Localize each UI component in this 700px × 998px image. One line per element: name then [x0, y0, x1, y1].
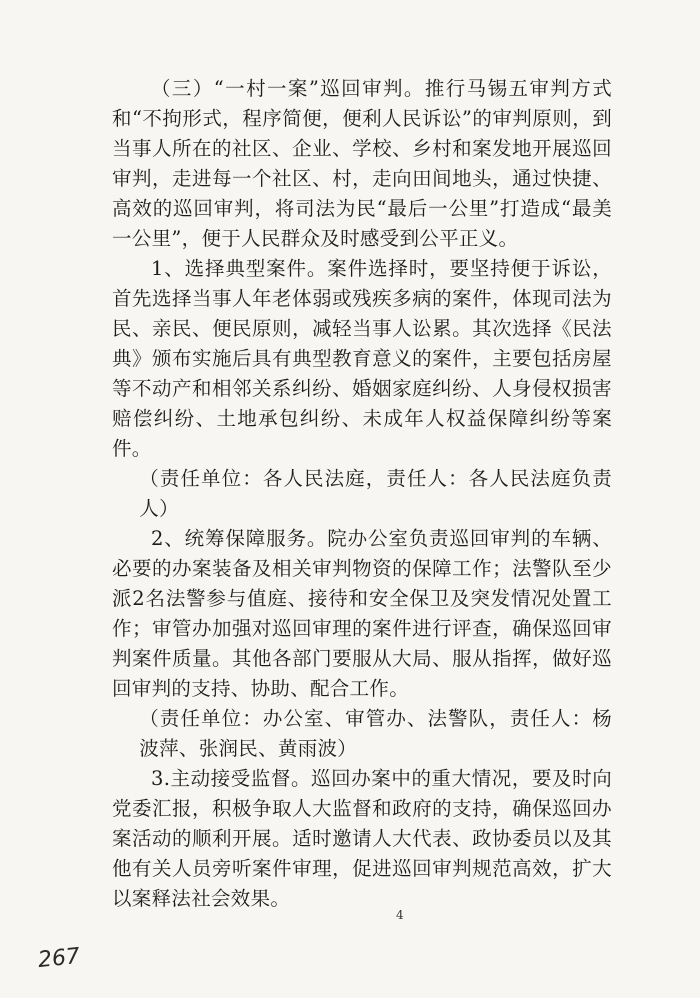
item-one-responsibility: （责任单位：各人民法庭，责任人：各人民法庭负责人） [139, 467, 612, 520]
section-three-paragraph: （三）“一村一案”巡回审判。推行马锡五审判方式和“不拘形式，程序简便，便利人民诉讼”的审判原则，到当事人所在的社区、企业、学校、乡村和案发地开展巡回审判，走进每一个社区、村，走向田间地头，通过快捷、高效的巡回审判，将司法为民“最后一公里”打造成“最美一公里”，便于人民群众及时感受到公平正义。 [112, 77, 612, 250]
item-one-paragraph: 1、选择典型案件。案件选择时，要坚持便于诉讼，首先选择当事人年老体弱或残疾多病的案件，体现司法为民、亲民、便民原则，减轻当事人讼累。其次选择《民法典》颁布实施后具有典型教育意义的案件，主要包括房屋等不动产和相邻关系纠纷、婚姻家庭纠纷、人身侵权损害赔偿纠纷、土地承包纠纷、未成年人权益保障纠纷等案件。 [112, 257, 612, 460]
item-two-paragraph: 2、统筹保障服务。院办公室负责巡回审判的车辆、必要的办案装备及相关审判物资的保障工作；法警队至少派2名法警参与值庭、接待和安全保卫及突发情况处置工作；审管办加强对巡回审理的案件进行评查，确保巡回审判案件质量。其他各部门要服从大局、服从指挥，做好巡回审判的支持、协助、配合工作。 [112, 527, 612, 700]
document-body [112, 74, 612, 914]
item-two-responsibility: （责任单位：办公室、审管办、法警队，责任人：杨波萍、张润民、黄雨波） [139, 707, 612, 760]
item-three-paragraph: 3.主动接受监督。巡回办案中的重大情况，要及时向党委汇报，积极争取人大监督和政府的支持，确保巡回办案活动的顺利开展。适时邀请人大代表、政协委员以及其他有关人员旁听案件审理，促进巡回审判规范高效，扩大以案释法社会效果。 [112, 767, 612, 910]
page-number: 4 [396, 908, 404, 922]
handwritten-archive-number: 267 [36, 943, 82, 974]
